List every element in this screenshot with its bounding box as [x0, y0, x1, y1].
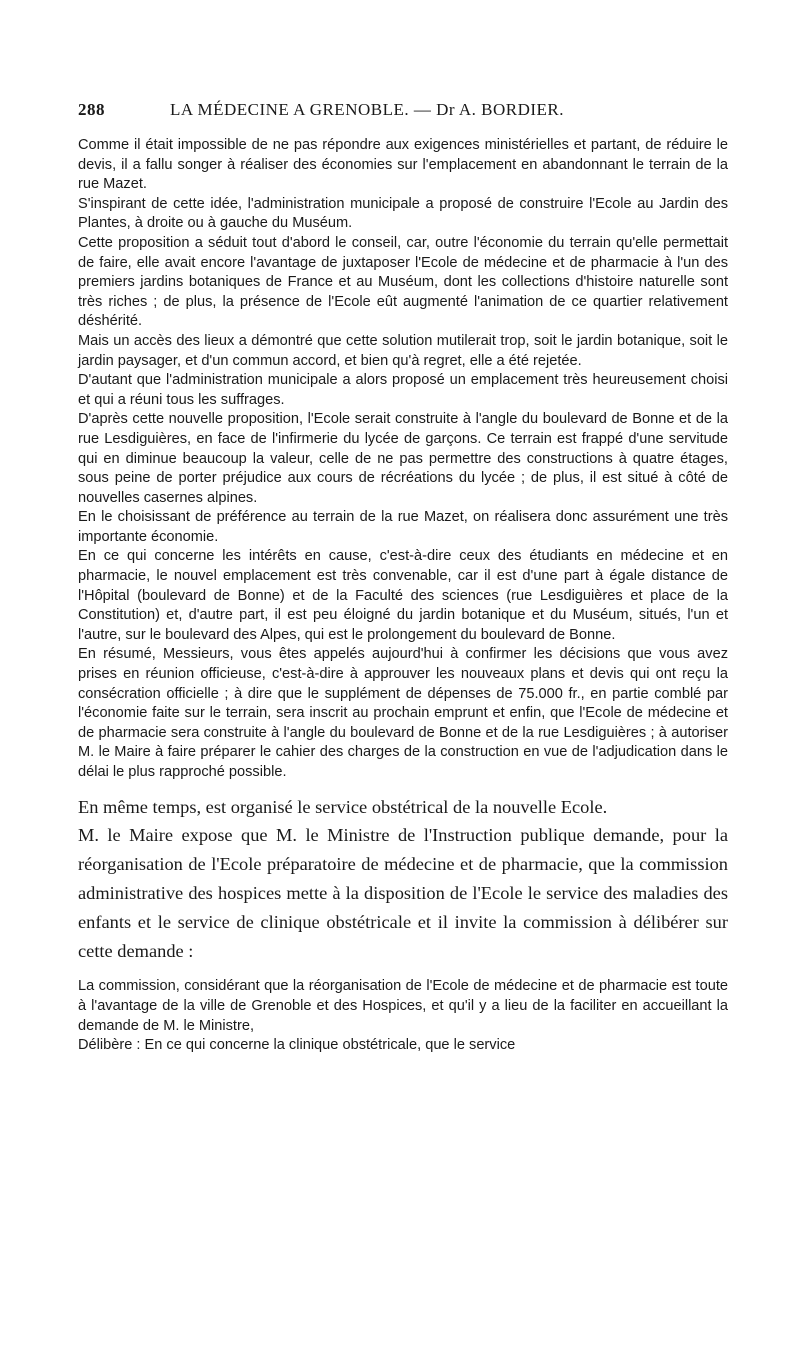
report-text-block — [78, 136, 728, 783]
narrative-text-block — [78, 793, 728, 966]
paragraph: En résumé, Messieurs, vous êtes appelés aujourd'hui à confirmer les décisions que vous avez prises en réunion officieuse, c'est-à-dire à approuver les nouveaux plans et devis qui ont reçu la consécration officielle ; à dire que le supplément de dépenses de 75.000 fr., en partie comblé par l'économie faite sur le terrain, sera inscrit au prochain emprunt et enfin, que l'Ecole de médecine et de pharmacie sera construite à l'angle du boulevard de Bonne et de la rue Lesdiguières ; à autoriser M. le Maire à faire préparer le cahier des charges de la construction en vue de l'adjudication dans le délai le plus rapproché possible. — [78, 646, 728, 780]
paragraph: S'inspirant de cette idée, l'administration municipale a proposé de construire l'Ecole au Jardin des Plantes, à droite ou à gauche du Muséum. — [78, 195, 728, 232]
paragraph: Comme il était impossible de ne pas répondre aux exigences ministérielles et partant, de réduire le devis, il a fallu songer à réaliser des économies sur l'emplacement en abandonnant le terrain de la rue Mazet. — [78, 137, 728, 193]
paragraph: En même temps, est organisé le service obstétrical de la nouvelle Ecole. — [78, 796, 608, 817]
paragraph: Délibère : En ce qui concerne la clinique obstétricale, que le service — [78, 1037, 516, 1054]
deliberation-text-block — [78, 977, 728, 1055]
paragraph: En ce qui concerne les intérêts en cause, c'est-à-dire ceux des étudiants en médecine et en pharmacie, le nouvel emplacement est très convenable, car il est d'une part à égale distance de l'Hôpital (boulevard de Bonne) et de la Faculté des sciences (rue Lesdiguières et place de la Constitution) et, d'autre part, il est peu éloigné du jardin botanique et du Muséum, situés, l'un et l'autre, sur le boulevard des Alpes, qui est le prolongement du boulevard de Bonne. — [78, 548, 728, 643]
page-header — [78, 100, 728, 124]
paragraph: La commission, considérant que la réorganisation de l'Ecole de médecine et de pharmacie est toute à l'avantage de la ville de Grenoble et des Hospices, et qu'il y a lieu de la faciliter en accueillant la demande de M. le Ministre, — [78, 978, 728, 1034]
paragraph: M. le Maire expose que M. le Ministre de l'Instruction publique demande, pour la réorganisation de l'Ecole préparatoire de médecine et de pharmacie, que la commission administrative des hospices mette à la disposition de l'Ecole le service des maladies des enfants et le service de clinique obstétricale et il invite la commission à délibérer sur cette demande : — [78, 825, 728, 961]
paragraph: D'après cette nouvelle proposition, l'Ecole serait construite à l'angle du boulevard de Bonne et de la rue Lesdiguières, en face de l'infirmerie du lycée de garçons. Ce terrain est frappé d'une servitude qui en diminue beaucoup la valeur, celle de ne pas permettre des constructions à quatre étages, sous peine de porter préjudice aux cours de récréations du lycée ; de plus, il est situé à côté de nouvelles casernes alpines. — [78, 411, 728, 506]
running-title: LA MÉDECINE A GRENOBLE. — Dr A. BORDIER. — [170, 100, 564, 119]
paragraph: Mais un accès des lieux a démontré que cette solution mutilerait trop, soit le jardin botanique, soit le jardin paysager, et d'un commun accord, et bien qu'à regret, elle a été rejetée. — [78, 332, 728, 369]
paragraph: Cette proposition a séduit tout d'abord le conseil, car, outre l'économie du terrain qu'elle permettait de faire, elle avait encore l'avantage de juxtaposer l'Ecole de médecine et de pharmacie à l'un des premiers jardins botaniques de France et au Muséum, dont les collections d'histoire naturelle sont très riches ; de plus, la présence de l'Ecole eût augmenté l'animation de ce quartier relativement déshérité. — [78, 234, 728, 330]
paragraph: En le choisissant de préférence au terrain de la rue Mazet, on réalisera donc assurément une très importante économie. — [78, 509, 728, 545]
document-page — [78, 100, 728, 1056]
page-number: 288 — [78, 100, 105, 119]
paragraph: D'autant que l'administration municipale a alors proposé un emplacement très heureusement choisi et qui a réuni tous les suffrages. — [78, 372, 728, 408]
